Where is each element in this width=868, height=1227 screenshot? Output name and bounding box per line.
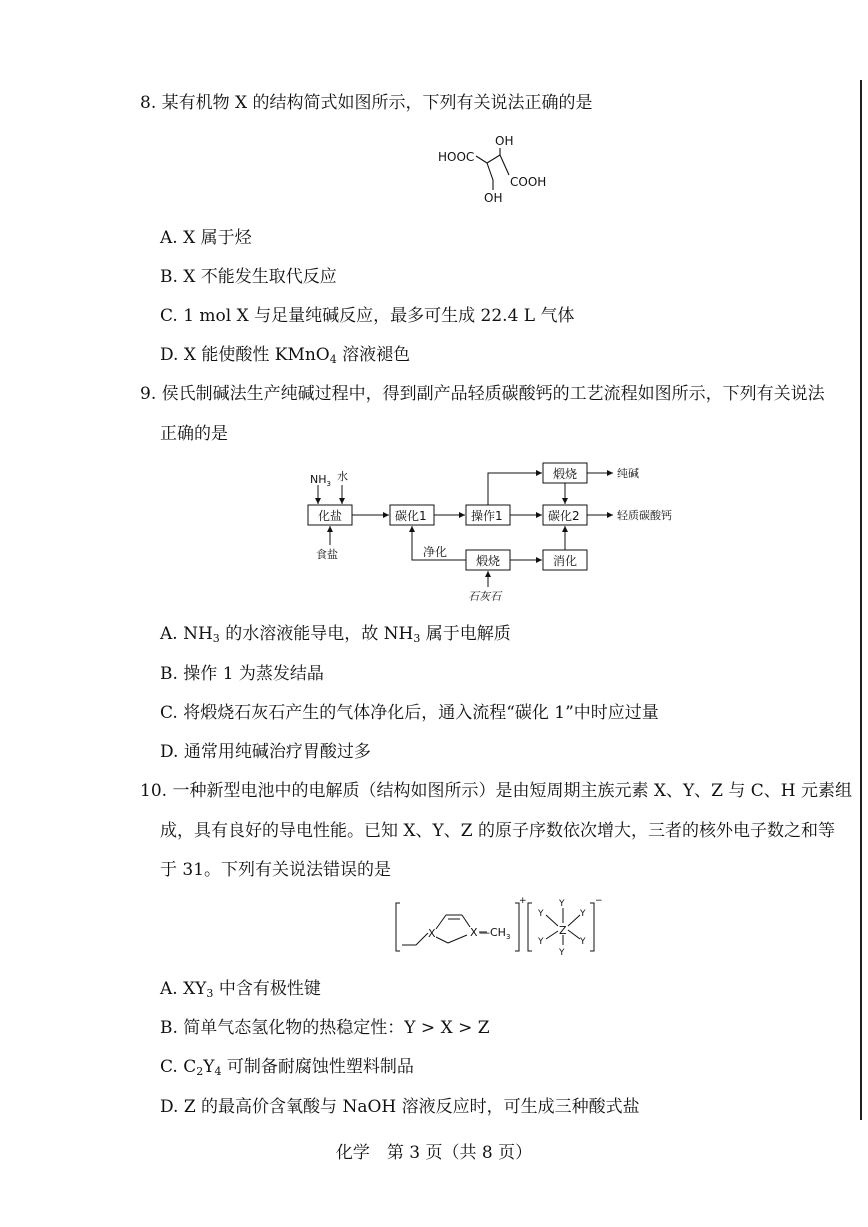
tanhua2-label: 碳化2	[548, 509, 580, 523]
anion-charge: −	[595, 896, 603, 906]
q8-bonds	[476, 148, 509, 190]
q9-option-d: D. 通常用纯碱治疗胃酸过多	[160, 742, 371, 762]
q10-option-b: B. 简单气态氢化物的热稳定性：Y > X > Z	[160, 1018, 490, 1038]
jinghua-label: 净化	[423, 545, 448, 559]
y-atom-top: Y	[559, 899, 565, 909]
water-label: 水	[337, 470, 348, 483]
question-9-stem-line2: 正确的是	[160, 424, 228, 444]
cooh-label: COOH	[510, 175, 547, 189]
shihuishi-label: 石灰石	[468, 590, 501, 603]
page-footer: 化学 第 3 页（共 8 页）	[335, 1143, 533, 1163]
q8-option-b: B. X 不能发生取代反应	[160, 267, 337, 287]
cation-charge: +	[519, 896, 527, 906]
question-9-stem-line1: 9. 侯氏制碱法生产纯碱过程中，得到副产品轻质碳酸钙的工艺流程如图所示，下列有关说法	[140, 384, 825, 404]
y-atom-lower-right: Y	[580, 937, 586, 947]
q10-option-a: A. $XY_3$ 中含有极性键	[160, 979, 321, 1000]
q10-option-d: D. Z 的最高价含氧酸与 NaOH 溶液反应时，可生成三种酸式盐	[160, 1097, 640, 1117]
q9-flow-diagram	[295, 455, 695, 610]
shiyan-label: 食盐	[316, 548, 338, 561]
duanshao-bottom-label: 煅烧	[476, 554, 501, 568]
y-atom-bottom: Y	[559, 948, 565, 958]
y-atom-upper-left: Y	[538, 909, 544, 919]
ch3-label: $—CH_3$	[479, 926, 511, 941]
q9-option-a: A. $NH_3$ 的水溶液能导电，故 $NH_3$ 属于电解质	[160, 624, 511, 645]
hooc-label: HOOC	[438, 150, 475, 164]
duanshao-top-label: 煅烧	[553, 467, 578, 481]
huayan-label: 化盐	[318, 509, 343, 523]
caozuo1-label: 操作1	[471, 509, 503, 523]
nh3-label: $NH_3$	[310, 473, 331, 488]
x-atom-2: X	[470, 926, 478, 939]
question-10-stem-line1: 10. 一种新型电池中的电解质（结构如图所示）是由短周期主族元素 X、Y、Z 与 C、H 元素组	[140, 781, 853, 801]
xiaohua-label: 消化	[553, 554, 578, 568]
q8-option-a: A. X 属于烃	[160, 228, 252, 248]
product-label: 轻质碳酸钙	[617, 509, 672, 522]
tanhua1-label: 碳化1	[395, 509, 427, 523]
q9-option-c: C. 将煅烧石灰石产生的气体净化后，通入流程“碳化 1”中时应过量	[160, 703, 659, 723]
oh-top-label: OH	[495, 134, 514, 148]
q9-option-b: B. 操作 1 为蒸发结晶	[160, 664, 324, 684]
q8-option-d: D. X 能使酸性 KMnO$_4$ 溶液褪色	[160, 345, 411, 366]
q10-structure-figure	[390, 893, 605, 958]
y-atom-lower-left: Y	[538, 937, 544, 947]
q10-option-c: C. $C_2Y_4$ 可制备耐腐蚀性塑料制品	[160, 1057, 414, 1078]
question-10-stem-line2: 成，具有良好的导电性能。已知 X、Y、Z 的原子序数依次增大，三者的核外电子数之和等	[160, 821, 835, 841]
oh-bottom-label: OH	[484, 191, 503, 205]
question-8-stem: 8. 某有机物 X 的结构简式如图所示，下列有关说法正确的是	[140, 93, 593, 113]
chunjian-label: 纯碱	[617, 467, 639, 480]
x-atom-1: X	[428, 927, 436, 940]
q8-structure-figure	[430, 130, 570, 210]
q8-option-c: C. 1 mol X 与足量纯碱反应，最多可生成 22.4 L 气体	[160, 306, 575, 326]
page-edge-line	[860, 80, 862, 1120]
question-10-stem-line3: 于 31。下列有关说法错误的是	[160, 860, 392, 880]
y-atom-upper-right: Y	[580, 909, 586, 919]
z-atom: Z	[559, 924, 567, 937]
